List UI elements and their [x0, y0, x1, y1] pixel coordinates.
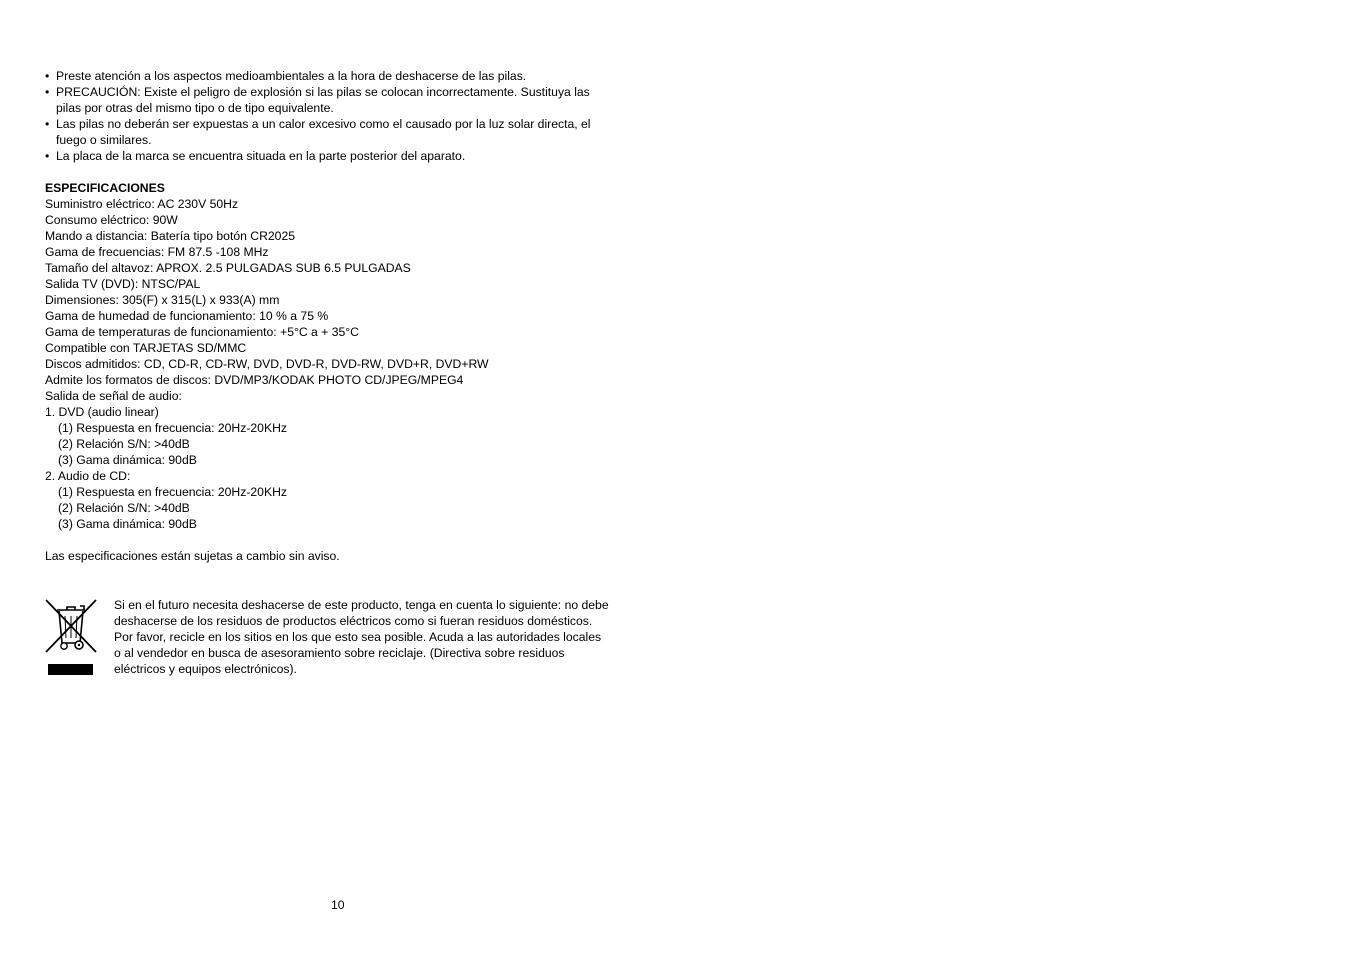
list-item-text: fuego o similares.	[56, 133, 152, 147]
list-item-text: La placa de la marca se encuentra situada en la parte posterior del aparato.	[56, 149, 466, 163]
spec-line: Compatible con TARJETAS SD/MMC	[45, 341, 247, 355]
list-item-text: pilas por otras del mismo tipo o de tipo equivalente.	[56, 101, 334, 115]
specifications-heading: ESPECIFICACIONES	[45, 181, 165, 195]
list-item-text: Preste atención a los aspectos medioambientales a la hora de deshacerse de las pilas.	[56, 69, 527, 83]
bullet-symbol: •	[45, 117, 50, 131]
spec-line: Mando a distancia: Batería tipo botón CR2025	[45, 229, 296, 243]
spec-line: (1) Respuesta en frecuencia: 20Hz-20KHz	[58, 421, 287, 435]
recycling-notice-line: o al vendedor en busca de asesoramiento sobre reciclaje. (Directiva sobre residuos	[114, 646, 565, 660]
spec-line: Admite los formatos de discos: DVD/MP3/KODAK PHOTO CD/JPEG/MPEG4	[45, 373, 464, 387]
spec-line: (2) Relación S/N: >40dB	[58, 437, 190, 451]
spec-line: Gama de frecuencias: FM 87.5 -108 MHz	[45, 245, 269, 259]
spec-line: Salida TV (DVD): NTSC/PAL	[45, 277, 201, 291]
spec-line: (2) Relación S/N: >40dB	[58, 501, 190, 515]
spec-line: Gama de humedad de funcionamiento: 10 % a 75 %	[45, 309, 329, 323]
list-item	[45, 116, 645, 148]
battery-precautions-list	[45, 68, 645, 164]
recycling-notice-line: eléctricos y equipos electrónicos).	[114, 662, 297, 676]
page-number: 10	[331, 898, 345, 912]
crossed-out-wheelie-bin-icon	[44, 598, 98, 676]
spec-line: Tamaño del altavoz: APROX. 2.5 PULGADAS SUB 6.5 PULGADAS	[45, 261, 411, 275]
spec-line: 1. DVD (audio linear)	[45, 405, 159, 419]
spec-line: (3) Gama dinámica: 90dB	[58, 453, 197, 467]
spec-line: Gama de temperaturas de funcionamiento: +5°C a + 35°C	[45, 325, 359, 339]
spec-line: Consumo eléctrico: 90W	[45, 213, 178, 227]
list-item	[45, 68, 645, 84]
recycling-notice	[114, 597, 639, 677]
list-item-text: Las pilas no deberán ser expuestas a un calor excesivo como el causado por la luz solar directa, el	[56, 117, 591, 131]
specifications-section	[45, 180, 489, 532]
spec-line: Dimensiones: 305(F) x 315(L) x 933(A) mm	[45, 293, 280, 307]
spec-line: (1) Respuesta en frecuencia: 20Hz-20KHz	[58, 485, 287, 499]
recycling-notice-line: Si en el futuro necesita deshacerse de este producto, tenga en cuenta lo siguiente: no debe	[114, 598, 609, 612]
recycling-notice-line: Por favor, recicle en los sitios en los que esto sea posible. Acuda a las autoridades locales	[114, 630, 602, 644]
bullet-symbol: •	[45, 69, 50, 83]
list-item-text: PRECAUCIÓN: Existe el peligro de explosión si las pilas se colocan incorrectamente. Sustituya las	[56, 85, 590, 99]
spec-line: 2. Audio de CD:	[45, 469, 131, 483]
specifications-disclaimer: Las especificaciones están sujetas a cambio sin aviso.	[45, 549, 340, 563]
list-item	[45, 84, 645, 116]
recycling-notice-line: deshacerse de los residuos de productos eléctricos como si fueran residuos domésticos.	[114, 614, 593, 628]
spec-line: Suministro eléctrico: AC 230V 50Hz	[45, 197, 239, 211]
bullet-symbol: •	[45, 85, 50, 99]
spec-line: Discos admitidos: CD, CD-R, CD-RW, DVD, DVD-R, DVD-RW, DVD+R, DVD+RW	[45, 357, 489, 371]
list-item	[45, 148, 645, 164]
spec-line: (3) Gama dinámica: 90dB	[58, 517, 197, 531]
spec-line: Salida de señal de audio:	[45, 389, 182, 403]
bullet-symbol: •	[45, 149, 50, 163]
